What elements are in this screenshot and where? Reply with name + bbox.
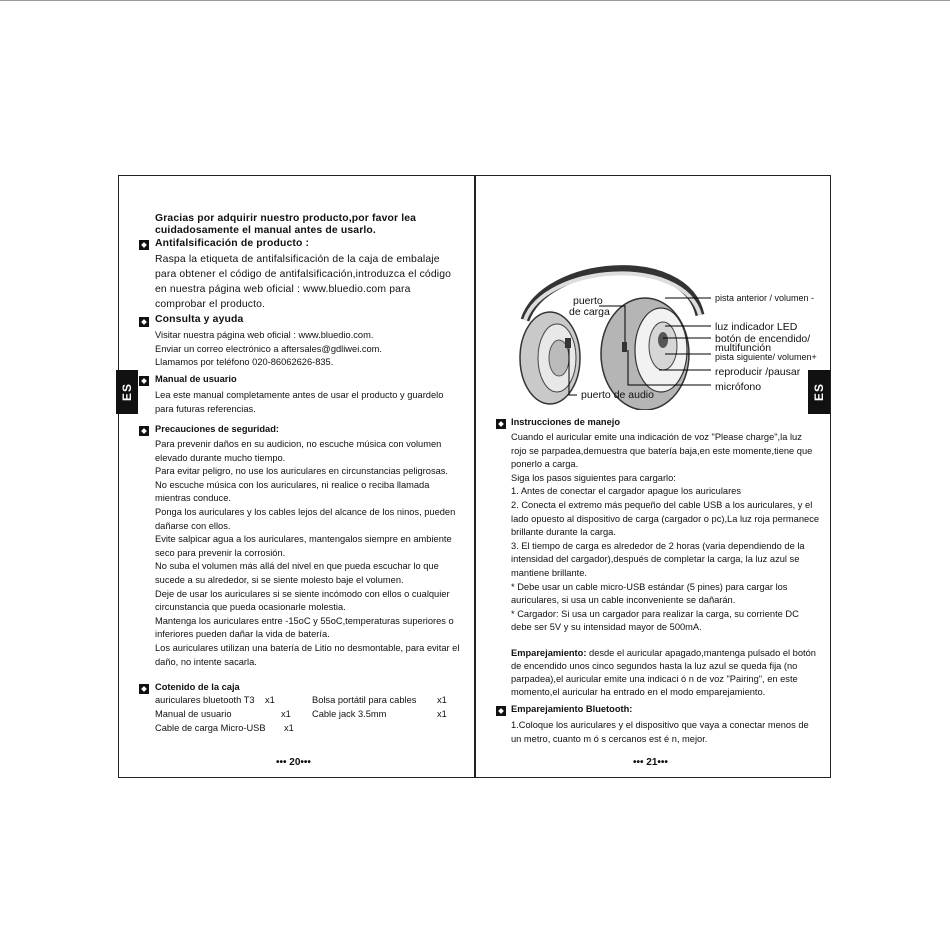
- contenido-title: Cotenido de la caja: [155, 682, 240, 692]
- bluetooth-line: un metro, cuanto m ó s cercanos est é n, mejor.: [511, 734, 708, 744]
- prec-line: dañarse con ellos.: [155, 520, 231, 531]
- antifalsificacion-title: Antifalsificación de producto :: [155, 238, 310, 249]
- instr-line: Siga los pasos siguientes para cargarlo:: [511, 472, 676, 483]
- prec-line: No escuche música con los auriculares, ni realice o reciba llamada: [155, 479, 430, 490]
- section-bullet-icon: [139, 317, 149, 327]
- top-rule: [0, 0, 950, 1]
- consulta-title: Consulta y ayuda: [155, 314, 244, 325]
- section-bullet-icon: [496, 419, 506, 429]
- section-bullet-icon: [139, 426, 149, 436]
- instr-line: rojo se parpadea,demuestra que batería baja,en este momente,tiene que: [511, 445, 813, 456]
- intro-line-1: Gracias por adquirir nuestro producto,por favor lea: [155, 213, 417, 224]
- emparejamiento-line: parpadea),el auricular emite una indicaci ó n de voz "Pairing", en este: [511, 674, 798, 684]
- emparejamiento-line-0: [511, 647, 816, 660]
- contenido-item: Cable jack 3.5mm: [312, 709, 387, 719]
- section-bullet-icon: [496, 706, 506, 716]
- precauciones-title: Precauciones de seguridad:: [155, 424, 280, 434]
- instr-line: 3. El tiempo de carga es alrededor de 2 horas (varia dependiendo de la: [511, 540, 805, 551]
- prec-line: Deje de usar los auriculares si se siente incómodo con ellos o cualquier: [155, 588, 450, 599]
- page-number-right: ••• 21•••: [633, 757, 668, 768]
- instr-line: 2. Conecta el extremo más pequeño del cable USB a los auriculares, y el: [511, 500, 813, 510]
- manual-line: Lea este manual completamente antes de usar el producto y guardelo: [155, 390, 444, 400]
- prec-line: seco para prevenir la corrosión.: [155, 547, 286, 558]
- contenido-item: Bolsa portátil para cables: [312, 695, 417, 705]
- anti-line: comprobar el producto.: [155, 299, 266, 310]
- instr-line: lado opuesto al dispositivo de carga (cargador o pc),La luz roja permanece: [511, 513, 820, 524]
- anti-line: Raspa la etiqueta de antifalsificación de la caja de embalaje: [155, 254, 440, 265]
- emparejamiento-label: Emparejamiento:: [511, 648, 587, 658]
- bluetooth-title: Emparejamiento Bluetooth:: [511, 704, 633, 714]
- prec-line: Mantenga los auriculares entre -15oC y 55oC,temperaturas superiores o: [155, 615, 454, 626]
- es-tab-right: ES: [808, 370, 830, 414]
- label-pista-anterior: pista anterior / volumen -: [715, 293, 815, 303]
- contenido-item: auriculares bluetooth T3: [155, 695, 255, 705]
- instr-line: * Cargador: Si usa un cargador para realizar la carga, su corriente DC: [511, 608, 799, 619]
- section-bullet-icon: [139, 376, 149, 386]
- prec-line: mientras conduce.: [155, 493, 231, 504]
- bluetooth-line: 1.Coloque los auriculares y el dispositivo que vaya a conectar menos de: [511, 720, 809, 730]
- instr-line: brillante durante la carga.: [511, 527, 616, 538]
- label-reproducir: reproducir /pausar: [715, 366, 801, 378]
- prec-line: sucede a su alrededor, si se siente molesto baje el volumen.: [155, 575, 404, 585]
- contenido-qty: x1: [284, 723, 294, 733]
- contenido-item: Manual de usuario: [155, 709, 232, 719]
- intro-line-2: cuidadosamente el manual antes de usarlo.: [155, 225, 376, 236]
- emparejamiento-line: momento,el auricular ha entrado en el modo emparejamiento.: [511, 687, 766, 697]
- instr-line: intensidad del cargador),después de completar la carga, la luz azul se: [511, 554, 800, 565]
- prec-line: elevado durante mucho tiempo.: [155, 452, 286, 463]
- consulta-line: Visitar nuestra página web oficial : www.bluedio.com.: [155, 330, 374, 340]
- instr-line: debe ser 5V y su intensidad mayor de 500mA.: [511, 622, 702, 633]
- label-puerto-carga-2: de carga: [569, 306, 610, 318]
- instr-line: 1. Antes de conectar el cargador apague los auriculares: [511, 486, 741, 497]
- prec-line: circunstancia que pueda ocasionarle molestia.: [155, 602, 346, 613]
- consulta-line: Llamamos por teléfono 020-86062626-835.: [155, 357, 334, 367]
- anti-line: para obtener el código de antifalsificación,introduzca el código: [155, 269, 452, 280]
- emparejamiento-line: de encendido unos cinco segundos hasta la luz azul se queda fija (no: [511, 661, 798, 671]
- prec-line: inferiores pueden dañar la vida de batería.: [155, 629, 330, 640]
- prec-line: Para evitar peligro, no use los auriculares en circunstancias peligrosas.: [155, 466, 449, 477]
- contenido-qty: x1: [281, 709, 291, 719]
- manual-title: Manual de usuario: [155, 374, 237, 384]
- prec-line: Evite salpicar agua a los auriculares, mantengalos siempre en ambiente: [155, 534, 452, 545]
- label-microfono: micrófono: [715, 381, 762, 393]
- section-bullet-icon: [139, 240, 149, 250]
- es-tab-left: ES: [116, 370, 138, 414]
- page-number-left: ••• 20•••: [276, 757, 311, 768]
- contenido-qty: x1: [437, 709, 447, 719]
- label-boton-2: multifunción: [715, 342, 772, 354]
- anti-line: en nuestra página web oficial : www.bluedio.com para: [155, 284, 411, 295]
- emparejamiento-text: desde el auricular apagado,mantenga pulsado el botón: [586, 648, 816, 658]
- label-puerto-carga: puerto: [573, 295, 603, 307]
- prec-line: No suba el volumen más allá del nivel en que pueda escuchar lo que: [155, 561, 439, 572]
- contenido-item: Cable de carga Micro-USB: [155, 723, 266, 733]
- prec-line: daño, no intente sacarla.: [155, 656, 257, 667]
- prec-line: Los auriculares utilizan una batería de Litio no desmontable, para evitar el: [155, 643, 460, 653]
- instr-line: ponerlo a carga.: [511, 459, 579, 470]
- manual-line: para futuras referencias.: [155, 404, 256, 414]
- instrucciones-title: Instrucciones de manejo: [511, 417, 621, 427]
- instr-line: mantiene brillante.: [511, 568, 587, 578]
- consulta-line: Enviar un correo electrónico a aftersales@gdliwei.com.: [155, 343, 382, 354]
- page-divider: [474, 175, 476, 778]
- prec-line: Para prevenir daños en su audicion, no escuche música con volumen: [155, 439, 442, 449]
- instr-line: Cuando el auricular emite una indicación de voz "Please charge",la luz: [511, 432, 802, 442]
- instr-line: auriculares, si usa un cable inconveniente se dañarán.: [511, 595, 736, 606]
- instr-line: * Debe usar un cable micro-USB estándar (5 pines) para cargar los: [511, 581, 788, 592]
- contenido-qty: x1: [265, 695, 275, 705]
- label-pista-siguiente: pista siguiente/ volumen+: [715, 352, 817, 362]
- prec-line: Ponga los auriculares y los cables lejos del alcance de los ninos, pueden: [155, 507, 456, 517]
- contenido-qty: x1: [437, 695, 447, 705]
- label-puerto-audio: puerto de audio: [581, 389, 654, 401]
- section-bullet-icon: [139, 684, 149, 694]
- label-boton-1: botón de encendido/: [715, 333, 811, 345]
- label-luz-led: luz indicador LED: [715, 321, 798, 333]
